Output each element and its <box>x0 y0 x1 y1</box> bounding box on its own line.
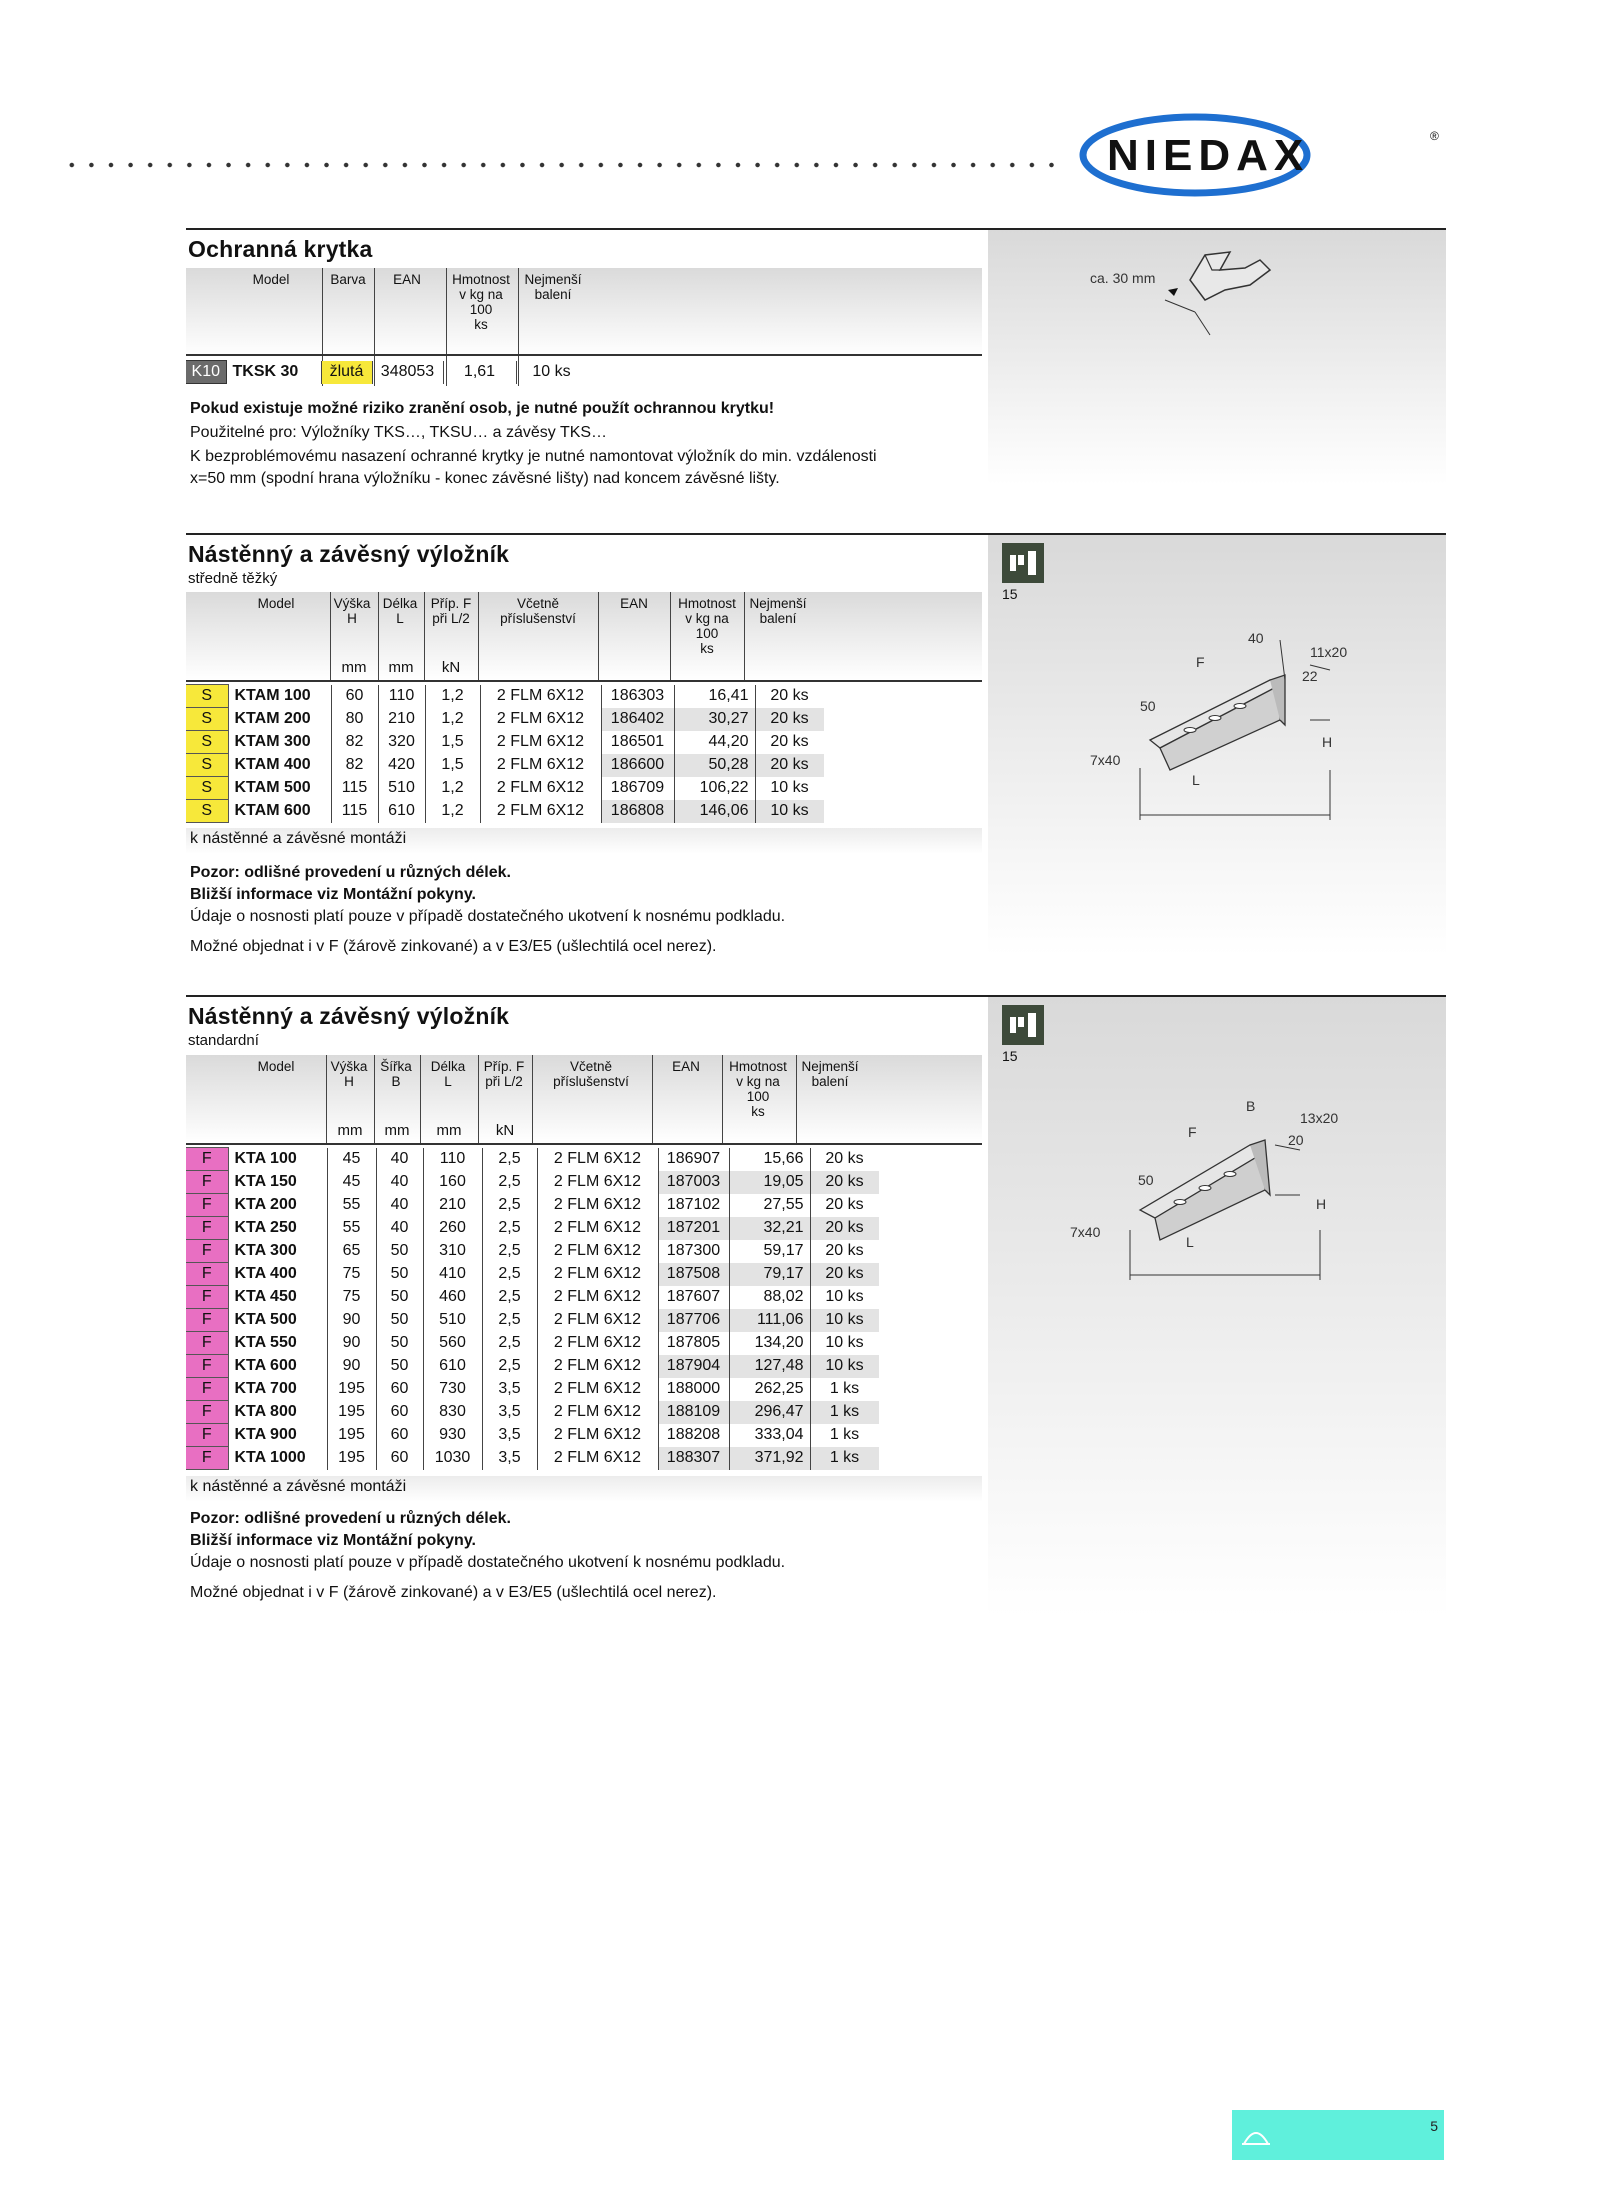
height-cell: 195 <box>327 1424 376 1447</box>
th-pack: Nejmenší balení <box>749 596 807 626</box>
section1-note1: Použitelné pro: Výložníky TKS…, TKSU… a závěsy TKS… <box>190 424 608 441</box>
mounting-icon <box>1002 543 1044 583</box>
accessories-cell: 2 FLM 6X12 <box>537 1447 658 1470</box>
load-cell: 2,5 <box>482 1286 537 1309</box>
model-cell: KTA 1000 <box>234 1449 306 1466</box>
length-cell: 160 <box>423 1171 482 1194</box>
header-dotted-line <box>62 160 1062 170</box>
width-cell: 50 <box>376 1263 423 1286</box>
mounting-icon-label: 15 <box>1002 586 1018 602</box>
ean-cell: 188109 <box>658 1401 729 1424</box>
pack-cell: 20 ks <box>755 754 824 777</box>
weight-cell: 127,48 <box>729 1355 810 1378</box>
table-row <box>186 361 587 384</box>
model-cell: KTA 100 <box>234 1150 297 1167</box>
height-cell: 90 <box>327 1309 376 1332</box>
load-cell: 2,5 <box>482 1332 537 1355</box>
section3-warning2: Bližší informace viz Montážní pokyny. <box>190 1532 476 1549</box>
height-cell: 45 <box>327 1148 376 1171</box>
table-row <box>186 1171 879 1194</box>
th-pack: Nejmenší balení <box>524 272 582 302</box>
section2-note1: Údaje o nosnosti platí pouze v případě dostatečného ukotvení k nosnému podkladu. <box>190 908 786 925</box>
pack-cell: 20 ks <box>755 685 824 708</box>
pack-cell: 20 ks <box>810 1240 879 1263</box>
section3-note1: Údaje o nosnosti platí pouze v případě dostatečného ukotvení k nosnému podkladu. <box>190 1554 786 1571</box>
model-cell: KTAM 200 <box>234 710 311 727</box>
section2-note2: Možné objednat i v F (žárově zinkované) a v E3/E5 (ušlechtilá ocel nerez). <box>190 938 717 955</box>
height-cell: 82 <box>331 731 378 754</box>
pack-cell: 10 ks <box>810 1355 879 1378</box>
th-load: Příp. F při L/2 <box>483 1059 525 1089</box>
height-cell: 115 <box>331 800 378 823</box>
accessories-cell: 2 FLM 6X12 <box>537 1378 658 1401</box>
category-code: F <box>186 1148 228 1171</box>
weight-cell: 44,20 <box>674 731 755 754</box>
weight-cell: 32,21 <box>729 1217 810 1240</box>
width-cell: 60 <box>376 1378 423 1401</box>
table-row <box>186 1148 879 1171</box>
th-height: Výška H <box>333 596 371 626</box>
section2-accessory-bar: k nástěnné a závěsné montáži <box>186 828 982 854</box>
table-row <box>186 731 824 754</box>
height-cell: 195 <box>327 1401 376 1424</box>
pack-cell: 20 ks <box>810 1171 879 1194</box>
category-code: F <box>186 1217 228 1240</box>
accessories-cell: 2 FLM 6X12 <box>537 1148 658 1171</box>
model-cell: KTAM 100 <box>234 687 311 704</box>
th-model: Model <box>252 272 290 287</box>
accessories-cell: 2 FLM 6X12 <box>480 685 601 708</box>
category-code: F <box>186 1309 228 1332</box>
category-code: F <box>186 1378 228 1401</box>
height-cell: 60 <box>331 685 378 708</box>
section3-title: Nástěnný a závěsný výložník <box>188 1003 510 1029</box>
height-cell: 45 <box>327 1171 376 1194</box>
weight-cell: 15,66 <box>729 1148 810 1171</box>
category-code: K10 <box>186 361 226 384</box>
ean-cell: 188307 <box>658 1447 729 1470</box>
th-length: Délka L <box>430 1059 466 1089</box>
model-cell: KTA 450 <box>234 1288 297 1305</box>
th-ean: EAN <box>672 1059 700 1074</box>
accessories-cell: 2 FLM 6X12 <box>480 708 601 731</box>
model-cell: KTA 550 <box>234 1334 297 1351</box>
weight-cell: 50,28 <box>674 754 755 777</box>
weight-cell: 296,47 <box>729 1401 810 1424</box>
length-cell: 930 <box>423 1424 482 1447</box>
category-code: F <box>186 1332 228 1355</box>
pack-cell: 10 ks <box>810 1309 879 1332</box>
bell-icon <box>1240 2120 1272 2150</box>
length-cell: 460 <box>423 1286 482 1309</box>
length-cell: 560 <box>423 1332 482 1355</box>
ean-cell: 186600 <box>601 754 674 777</box>
page-number: 5 <box>1430 2118 1438 2134</box>
accessories-cell: 2 FLM 6X12 <box>537 1240 658 1263</box>
width-cell: 60 <box>376 1447 423 1470</box>
ean-cell: 188208 <box>658 1424 729 1447</box>
width-cell: 40 <box>376 1217 423 1240</box>
length-cell: 110 <box>423 1148 482 1171</box>
pack-cell: 10 ks <box>516 361 587 384</box>
section2-warning2: Bližší informace viz Montážní pokyny. <box>190 886 476 903</box>
table-row <box>186 1217 879 1240</box>
logo-text: NIEDAX <box>1107 131 1310 180</box>
ean-cell: 187003 <box>658 1171 729 1194</box>
ean-cell: 188000 <box>658 1378 729 1401</box>
category-code: S <box>186 800 228 823</box>
diagram1-label: ca. 30 mm <box>1090 270 1156 286</box>
th-height: Výška H <box>330 1059 368 1089</box>
table-row <box>186 777 824 800</box>
category-code: S <box>186 685 228 708</box>
width-cell: 50 <box>376 1286 423 1309</box>
model-cell: KTAM 400 <box>234 756 311 773</box>
category-code: S <box>186 777 228 800</box>
length-cell: 310 <box>423 1240 482 1263</box>
height-cell: 75 <box>327 1286 376 1309</box>
th-ean: EAN <box>393 272 421 287</box>
accessories-cell: 2 FLM 6X12 <box>537 1355 658 1378</box>
model-cell: KTA 150 <box>234 1173 297 1190</box>
th-model: Model <box>257 1059 295 1074</box>
table-row <box>186 1447 879 1470</box>
section3-note2: Možné objednat i v F (žárově zinkované) a v E3/E5 (ušlechtilá ocel nerez). <box>190 1584 717 1601</box>
accessories-cell: 2 FLM 6X12 <box>537 1217 658 1240</box>
height-cell: 195 <box>327 1378 376 1401</box>
weight-cell: 111,06 <box>729 1309 810 1332</box>
width-cell: 40 <box>376 1194 423 1217</box>
category-code: F <box>186 1447 228 1470</box>
category-code: F <box>186 1240 228 1263</box>
length-cell: 830 <box>423 1401 482 1424</box>
th-ean: EAN <box>620 596 648 611</box>
length-cell: 420 <box>378 754 425 777</box>
height-cell: 195 <box>327 1447 376 1470</box>
load-cell: 2,5 <box>482 1148 537 1171</box>
category-code: S <box>186 731 228 754</box>
model-cell: KTA 600 <box>234 1357 297 1374</box>
length-cell: 1030 <box>423 1447 482 1470</box>
ean-cell: 187508 <box>658 1263 729 1286</box>
th-accessories: Včetně příslušenství <box>553 1059 629 1089</box>
width-cell: 60 <box>376 1401 423 1424</box>
model-cell: KTAM 600 <box>234 802 311 819</box>
pack-cell: 20 ks <box>810 1217 879 1240</box>
table-row <box>186 1378 879 1401</box>
pack-cell: 1 ks <box>810 1378 879 1401</box>
mounting-icon-label: 15 <box>1002 1048 1018 1064</box>
section3-subtitle: standardní <box>188 1032 259 1049</box>
category-code: S <box>186 754 228 777</box>
ean-cell: 348053 <box>372 361 443 384</box>
height-cell: 82 <box>331 754 378 777</box>
height-cell: 75 <box>327 1263 376 1286</box>
table-row <box>186 685 824 708</box>
table-row <box>186 1332 879 1355</box>
ean-cell: 187607 <box>658 1286 729 1309</box>
section1-note3: x=50 mm (spodní hrana výložníku - konec závěsné lišty) nad koncem závěsné lišty. <box>190 470 780 487</box>
th-accessories: Včetně příslušenství <box>500 596 576 626</box>
accessories-cell: 2 FLM 6X12 <box>537 1263 658 1286</box>
load-cell: 3,5 <box>482 1378 537 1401</box>
pack-cell: 10 ks <box>810 1286 879 1309</box>
weight-cell: 1,61 <box>443 361 516 384</box>
table-row <box>186 1263 879 1286</box>
section3-warning1: Pozor: odlišné provedení u různých délek. <box>190 1510 511 1527</box>
th-weight: Hmotnost v kg na 100 ks <box>678 596 736 656</box>
model-cell: KTA 500 <box>234 1311 297 1328</box>
height-cell: 80 <box>331 708 378 731</box>
section2-title: Nástěnný a závěsný výložník <box>188 541 510 567</box>
section2-table <box>186 684 824 823</box>
ean-cell: 186907 <box>658 1148 729 1171</box>
category-code: F <box>186 1263 228 1286</box>
length-cell: 210 <box>378 708 425 731</box>
model-cell: KTA 250 <box>234 1219 297 1236</box>
load-cell: 2,5 <box>482 1240 537 1263</box>
load-cell: 1,2 <box>425 800 480 823</box>
weight-cell: 106,22 <box>674 777 755 800</box>
category-code: S <box>186 708 228 731</box>
color-cell: žlutá <box>321 361 372 384</box>
length-cell: 110 <box>378 685 425 708</box>
category-code: F <box>186 1194 228 1217</box>
length-cell: 410 <box>423 1263 482 1286</box>
model-cell: KTA 400 <box>234 1265 297 1282</box>
table-row <box>186 708 824 731</box>
mounting-icon <box>1002 1005 1044 1045</box>
weight-cell: 262,25 <box>729 1378 810 1401</box>
height-cell: 90 <box>327 1355 376 1378</box>
accessories-cell: 2 FLM 6X12 <box>537 1309 658 1332</box>
weight-cell: 30,27 <box>674 708 755 731</box>
table-row <box>186 800 824 823</box>
pack-cell: 1 ks <box>810 1447 879 1470</box>
pack-cell: 10 ks <box>755 777 824 800</box>
section1-warning: Pokud existuje možné riziko zranění osob, je nutné použít ochrannou krytku! <box>190 400 775 417</box>
th-load: Příp. F při L/2 <box>430 596 472 626</box>
load-cell: 1,2 <box>425 777 480 800</box>
ean-cell: 187201 <box>658 1217 729 1240</box>
accessories-cell: 2 FLM 6X12 <box>480 800 601 823</box>
model-cell: KTAM 300 <box>234 733 311 750</box>
pack-cell: 20 ks <box>810 1263 879 1286</box>
load-cell: 1,2 <box>425 685 480 708</box>
width-cell: 50 <box>376 1240 423 1263</box>
length-cell: 510 <box>378 777 425 800</box>
length-cell: 730 <box>423 1378 482 1401</box>
accessories-cell: 2 FLM 6X12 <box>537 1401 658 1424</box>
ean-cell: 186402 <box>601 708 674 731</box>
table-row <box>186 1401 879 1424</box>
footer-tab <box>1232 2110 1444 2160</box>
table-row <box>186 1286 879 1309</box>
height-cell: 115 <box>331 777 378 800</box>
accessories-cell: 2 FLM 6X12 <box>537 1424 658 1447</box>
model-cell: KTA 300 <box>234 1242 297 1259</box>
load-cell: 3,5 <box>482 1447 537 1470</box>
length-cell: 610 <box>378 800 425 823</box>
accessories-cell: 2 FLM 6X12 <box>480 731 601 754</box>
height-cell: 65 <box>327 1240 376 1263</box>
table-row <box>186 1240 879 1263</box>
th-width: Šířka B <box>380 1059 412 1089</box>
ean-cell: 186303 <box>601 685 674 708</box>
ean-cell: 187904 <box>658 1355 729 1378</box>
th-weight: Hmotnost v kg na 100 ks <box>452 272 510 332</box>
accessories-cell: 2 FLM 6X12 <box>537 1171 658 1194</box>
category-code: F <box>186 1401 228 1424</box>
width-cell: 50 <box>376 1309 423 1332</box>
ean-cell: 187300 <box>658 1240 729 1263</box>
section1-note2: K bezproblémovému nasazení ochranné krytky je nutné namontovat výložník do min. vzdálenosti <box>190 448 877 465</box>
load-cell: 2,5 <box>482 1171 537 1194</box>
load-cell: 2,5 <box>482 1263 537 1286</box>
ean-cell: 186709 <box>601 777 674 800</box>
length-cell: 320 <box>378 731 425 754</box>
category-code: F <box>186 1171 228 1194</box>
protective-cap-drawing <box>1150 240 1290 340</box>
th-color: Barva <box>330 272 366 287</box>
section1-table <box>186 360 587 384</box>
accessories-cell: 2 FLM 6X12 <box>537 1332 658 1355</box>
th-length: Délka L <box>382 596 418 626</box>
load-cell: 1,5 <box>425 754 480 777</box>
height-cell: 55 <box>327 1194 376 1217</box>
table-row <box>186 1424 879 1447</box>
length-cell: 610 <box>423 1355 482 1378</box>
height-cell: 90 <box>327 1332 376 1355</box>
th-model: Model <box>257 596 295 611</box>
load-cell: 2,5 <box>482 1309 537 1332</box>
width-cell: 60 <box>376 1424 423 1447</box>
width-cell: 40 <box>376 1148 423 1171</box>
weight-cell: 19,05 <box>729 1171 810 1194</box>
load-cell: 3,5 <box>482 1424 537 1447</box>
svg-text:®: ® <box>1430 129 1439 143</box>
weight-cell: 27,55 <box>729 1194 810 1217</box>
category-code: F <box>186 1286 228 1309</box>
section1-title: Ochranná krytka <box>188 236 373 262</box>
ean-cell: 187102 <box>658 1194 729 1217</box>
pack-cell: 1 ks <box>810 1401 879 1424</box>
load-cell: 1,5 <box>425 731 480 754</box>
pack-cell: 10 ks <box>810 1332 879 1355</box>
section2-warning1: Pozor: odlišné provedení u různých délek. <box>190 864 511 881</box>
category-code: F <box>186 1424 228 1447</box>
load-cell: 2,5 <box>482 1355 537 1378</box>
model-cell: KTA 700 <box>234 1380 297 1397</box>
niedax-logo <box>1075 110 1445 200</box>
table-row <box>186 754 824 777</box>
model-cell: KTA 900 <box>234 1426 297 1443</box>
pack-cell: 20 ks <box>810 1194 879 1217</box>
ean-cell: 187706 <box>658 1309 729 1332</box>
pack-cell: 20 ks <box>810 1148 879 1171</box>
weight-cell: 16,41 <box>674 685 755 708</box>
load-cell: 3,5 <box>482 1401 537 1424</box>
width-cell: 50 <box>376 1332 423 1355</box>
weight-cell: 333,04 <box>729 1424 810 1447</box>
model-cell: KTAM 500 <box>234 779 311 796</box>
section3-accessory-bar: k nástěnné a závěsné montáži <box>186 1476 982 1502</box>
table-row <box>186 1355 879 1378</box>
pack-cell: 20 ks <box>755 731 824 754</box>
accessories-cell: 2 FLM 6X12 <box>537 1286 658 1309</box>
table-row <box>186 1194 879 1217</box>
accessories-cell: 2 FLM 6X12 <box>537 1194 658 1217</box>
section3-table <box>186 1147 879 1470</box>
model-cell: KTA 200 <box>234 1196 297 1213</box>
pack-cell: 1 ks <box>810 1424 879 1447</box>
load-cell: 2,5 <box>482 1217 537 1240</box>
height-cell: 55 <box>327 1217 376 1240</box>
th-weight: Hmotnost v kg na 100 ks <box>729 1059 787 1119</box>
pack-cell: 20 ks <box>755 708 824 731</box>
ean-cell: 187805 <box>658 1332 729 1355</box>
load-cell: 1,2 <box>425 708 480 731</box>
weight-cell: 79,17 <box>729 1263 810 1286</box>
pack-cell: 10 ks <box>755 800 824 823</box>
length-cell: 510 <box>423 1309 482 1332</box>
load-cell: 2,5 <box>482 1194 537 1217</box>
width-cell: 40 <box>376 1171 423 1194</box>
length-cell: 210 <box>423 1194 482 1217</box>
table-row <box>186 1309 879 1332</box>
weight-cell: 59,17 <box>729 1240 810 1263</box>
accessories-cell: 2 FLM 6X12 <box>480 777 601 800</box>
category-code: F <box>186 1355 228 1378</box>
width-cell: 50 <box>376 1355 423 1378</box>
accessories-cell: 2 FLM 6X12 <box>480 754 601 777</box>
length-cell: 260 <box>423 1217 482 1240</box>
th-pack: Nejmenší balení <box>801 1059 859 1089</box>
weight-cell: 134,20 <box>729 1332 810 1355</box>
ean-cell: 186501 <box>601 731 674 754</box>
weight-cell: 146,06 <box>674 800 755 823</box>
weight-cell: 371,92 <box>729 1447 810 1470</box>
model-cell: TKSK 30 <box>232 363 299 380</box>
weight-cell: 88,02 <box>729 1286 810 1309</box>
model-cell: KTA 800 <box>234 1403 297 1420</box>
ean-cell: 186808 <box>601 800 674 823</box>
section2-subtitle: středně těžký <box>188 570 278 587</box>
